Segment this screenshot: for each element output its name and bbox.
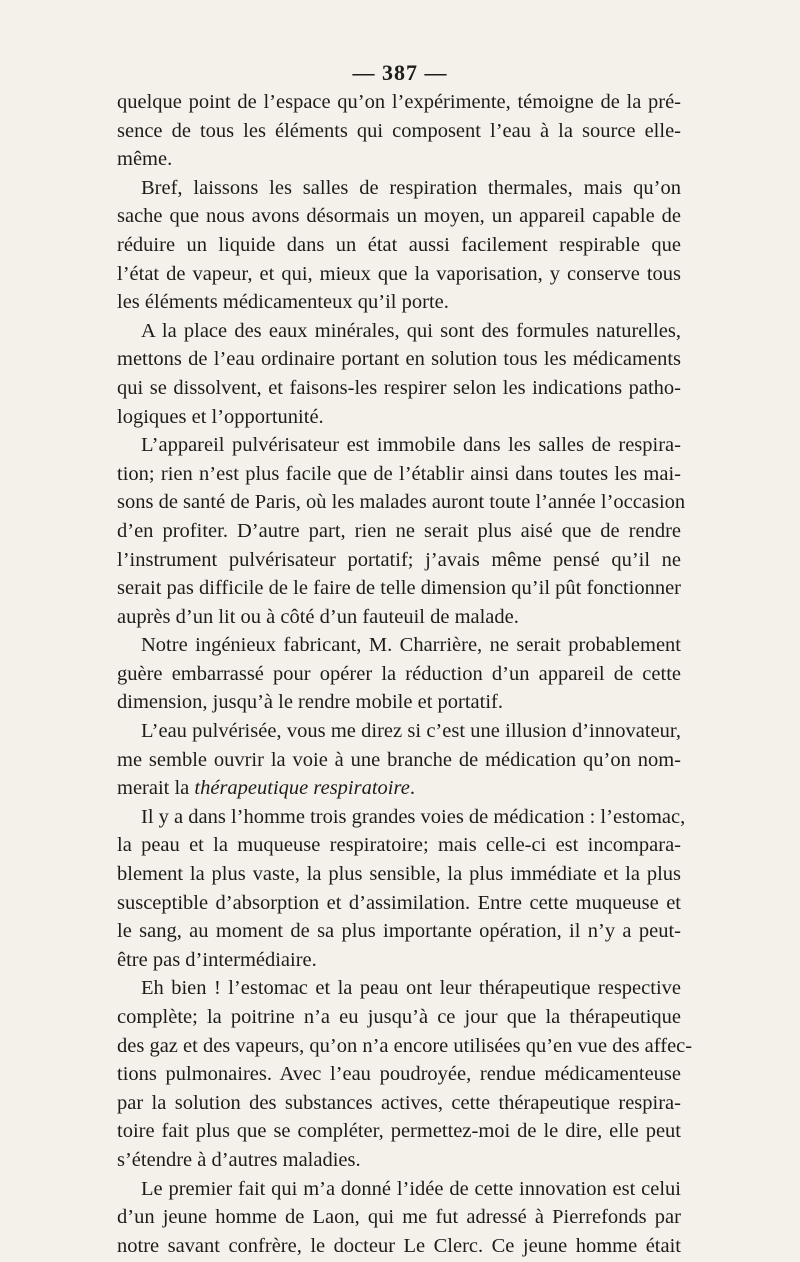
paragraph xyxy=(117,88,681,174)
text-line: l’état de vapeur, et qui, mieux que la vaporisation, y conserve tous xyxy=(117,262,681,285)
text-line-end: . xyxy=(409,777,415,800)
text-line: sache que nous avons désormais un moyen, un appareil capable de xyxy=(117,205,681,228)
text-line: notre savant confrère, le docteur Le Clerc. Ce jeune homme était xyxy=(117,1234,681,1257)
text-line: les éléments médicamenteux qu’il porte. xyxy=(117,291,449,314)
text-line: mettons de l’eau ordinaire portant en solution tous les médicaments xyxy=(117,348,681,371)
paragraph xyxy=(117,174,681,317)
paragraph xyxy=(117,1175,681,1261)
text-line-start: merait la xyxy=(117,777,195,800)
text-line: être pas d’intermédiaire. xyxy=(117,948,317,971)
text-line: susceptible d’absorption et d’assimilation. Entre cette muqueuse et xyxy=(117,891,681,914)
text-line: d’un jeune homme de Laon, qui me fut adressé à Pierrefonds par xyxy=(117,1206,681,1229)
text-line: Le premier fait qui m’a donné l’idée de cette innovation est celui xyxy=(141,1177,681,1200)
text-line: L’appareil pulvérisateur est immobile dans les salles de respira- xyxy=(141,434,681,457)
text-line: quelque point de l’espace qu’on l’expérimente, témoigne de la pré- xyxy=(117,91,681,113)
text-line: réduire un liquide dans un état aussi facilement respirable que xyxy=(117,233,681,256)
paragraph xyxy=(117,974,693,1174)
text-line: guère embarrassé pour opérer la réduction d’un appareil de cette xyxy=(117,662,681,685)
text-line: tion; rien n’est plus facile que de l’établir ainsi dans toutes les mai- xyxy=(117,462,681,485)
text-line: dimension, jusqu’à le rendre mobile et portatif. xyxy=(117,691,503,714)
text-line: blement la plus vaste, la plus sensible, la plus immédiate et la plus xyxy=(117,863,681,886)
paragraph xyxy=(117,317,681,431)
text-line: complète; la poitrine n’a eu jusqu’à ce jour que la thérapeutique xyxy=(117,1006,681,1028)
text-line: Il y a dans l’homme trois grandes voies de médication : l’estomac, xyxy=(141,805,686,828)
paragraph xyxy=(117,803,686,975)
text-line: tions pulmonaires. Avec l’eau poudroyée, rendue médicamenteuse xyxy=(117,1063,681,1086)
paragraph xyxy=(117,717,681,803)
text-line: auprès d’un lit ou à côté d’un fauteuil de malade. xyxy=(117,605,519,628)
text-line: par la solution des substances actives, cette thérapeutique respira- xyxy=(117,1091,681,1114)
text-line: Notre ingénieux fabricant, M. Charrière, ne serait probablement xyxy=(141,634,681,657)
text-line: toire fait plus que se compléter, permettez-moi de le dire, elle peut xyxy=(117,1120,681,1143)
text-line: s’étendre à d’autres maladies. xyxy=(117,1148,361,1171)
paragraph xyxy=(117,431,686,631)
text-line: me semble ouvrir la voie à une branche de médication qu’on nom- xyxy=(117,748,681,771)
text-line: sence de tous les éléments qui composent l’eau à la source elle- xyxy=(117,119,681,142)
text-line: Eh bien ! l’estomac et la peau ont leur thérapeutique respective xyxy=(141,977,681,1000)
text-line: Bref, laissons les salles de respiration thermales, mais qu’on xyxy=(141,176,681,199)
text-line: qui se dissolvent, et faisons-les respirer selon les indications patho- xyxy=(117,376,681,399)
text-line: serait pas difficile de le faire de telle dimension qu’il pût fonctionner xyxy=(117,577,681,600)
body-text xyxy=(117,88,693,1260)
text-line: logiques et l’opportunité. xyxy=(117,405,324,428)
emphasized-term: thérapeutique respiratoire xyxy=(194,777,410,800)
text-line: L’eau pulvérisée, vous me direz si c’est une illusion d’innovateur, xyxy=(141,720,681,743)
text-line: d’en profiter. D’autre part, rien ne serait plus aisé que de rendre xyxy=(117,519,681,542)
page-number: — 387 — xyxy=(352,60,448,85)
text-line: même. xyxy=(117,148,173,171)
text-line: le sang, au moment de sa plus importante opération, il n’y a peut- xyxy=(117,920,681,943)
text-line: des gaz et des vapeurs, qu’on n’a encore utilisées qu’en vue des affec- xyxy=(117,1034,693,1057)
text-line: sons de santé de Paris, où les malades auront toute l’année l’occasion xyxy=(117,491,686,514)
paragraph xyxy=(117,631,681,717)
text-line xyxy=(117,774,681,803)
text-line: l’instrument pulvérisateur portatif; j’avais même pensé qu’il ne xyxy=(117,548,681,571)
text-line: la peau et la muqueuse respiratoire; mais celle-ci est incompara- xyxy=(117,834,681,857)
text-line: A la place des eaux minérales, qui sont des formules naturelles, xyxy=(141,319,681,342)
